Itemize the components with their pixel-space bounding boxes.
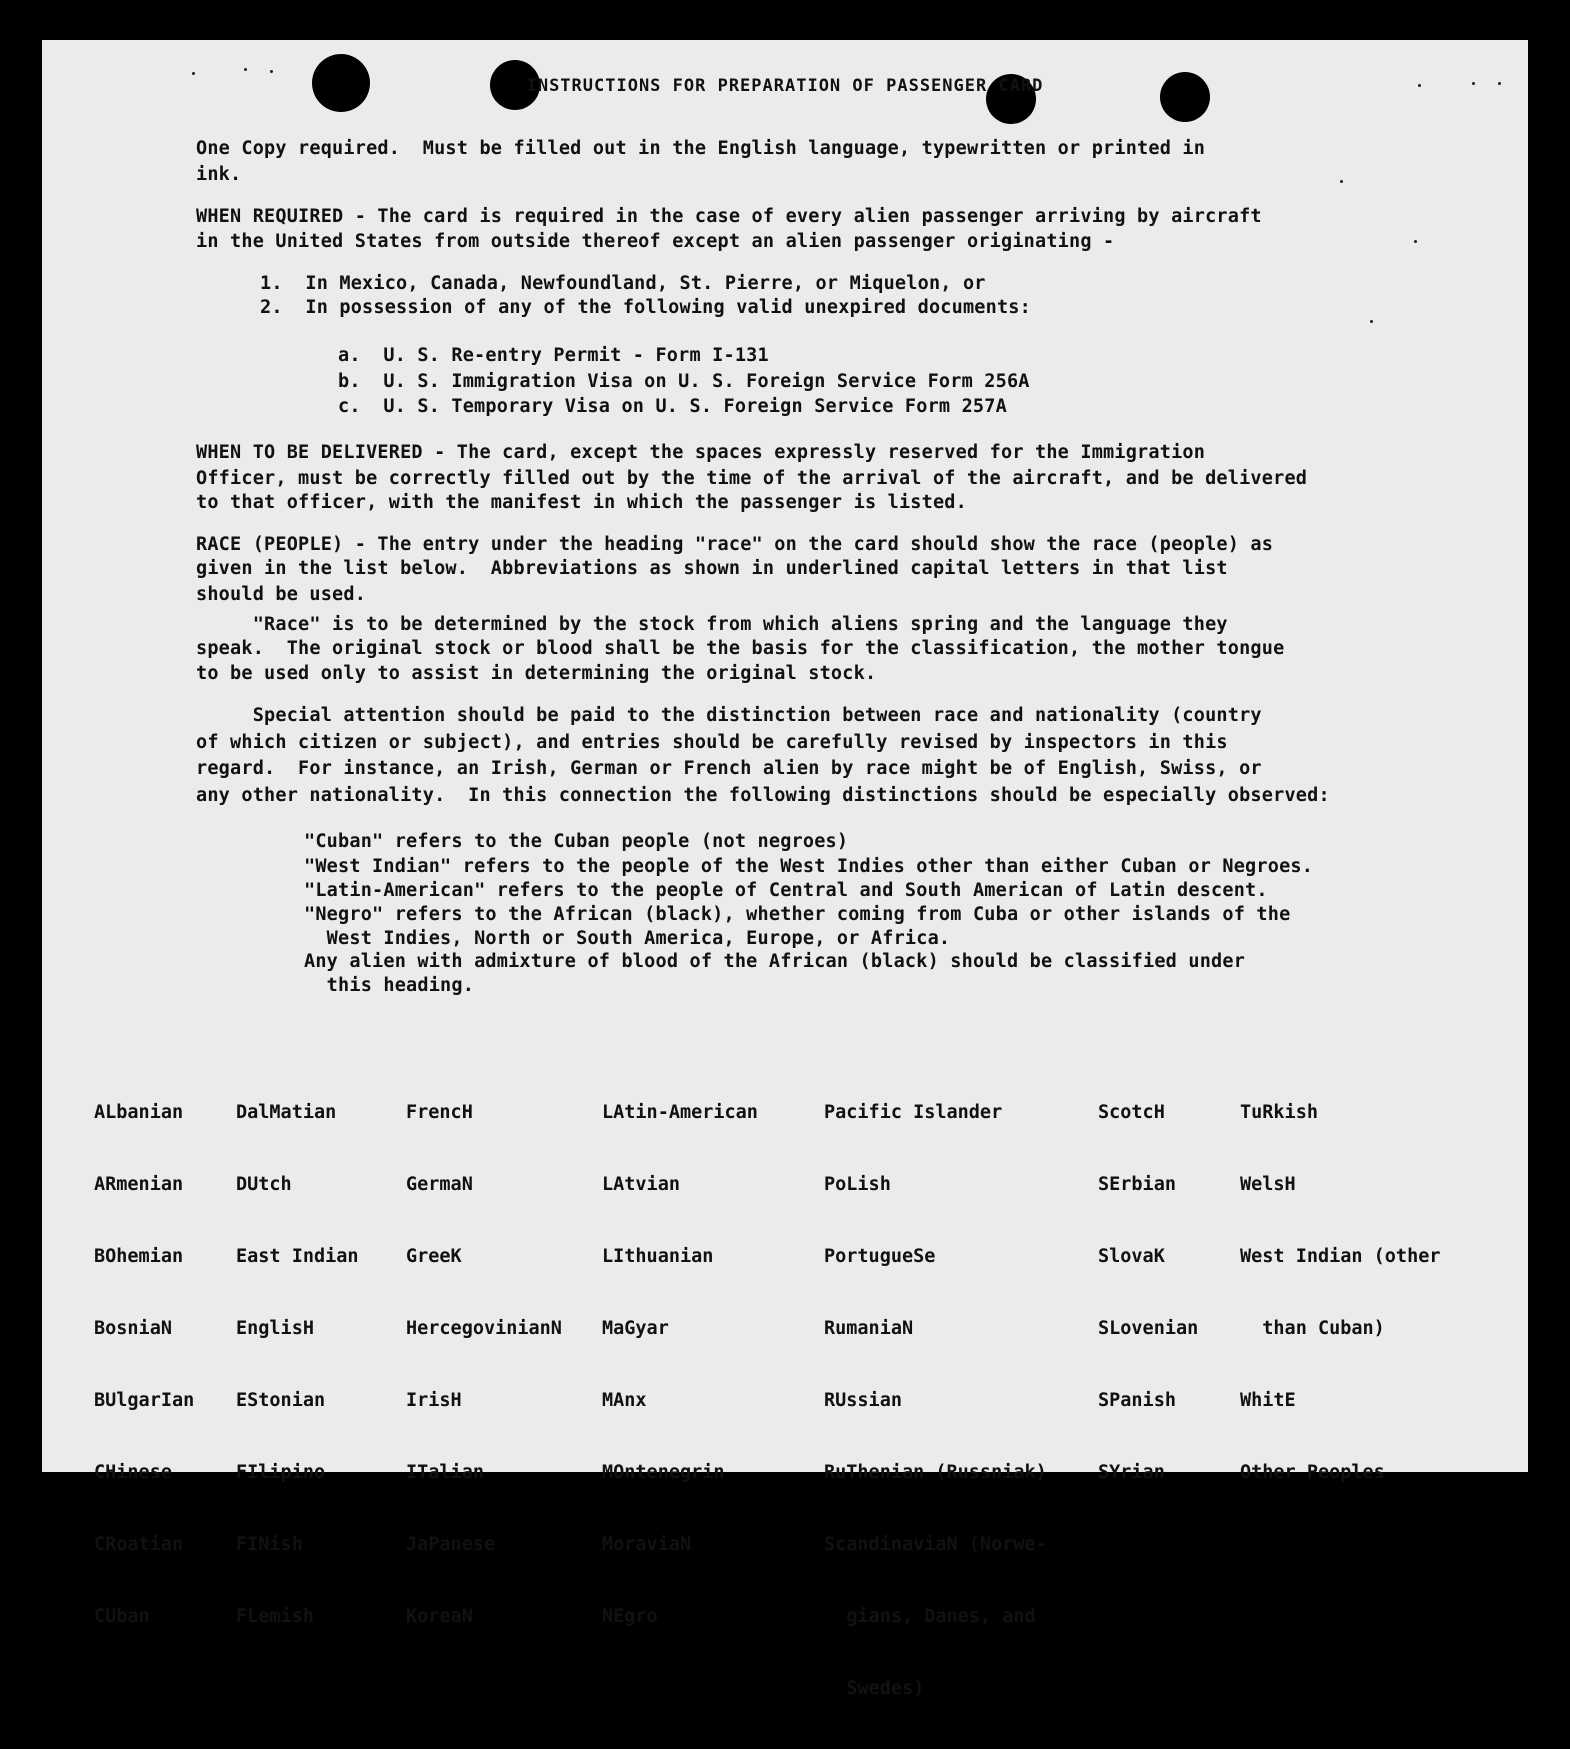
race-line: should be used. (196, 584, 367, 605)
race-entry: CUban (94, 1606, 150, 1627)
race-entry: SLovenian (1098, 1318, 1199, 1339)
race-entry: RuThenian (Russniak) (824, 1462, 1047, 1483)
race-entry: PoLish (824, 1174, 891, 1195)
race-entry: gians, Danes, and (824, 1606, 1036, 1627)
when-required-line: WHEN REQUIRED - The card is required in the case of every alien passenger arriving by aircraft (196, 206, 1262, 227)
distinction-line: West Indies, North or South America, Europe, or Africa. (304, 928, 951, 949)
race-entry: PortugueSe (824, 1246, 936, 1267)
special-attention-line: of which citizen or subject), and entries should be carefully revised by inspectors in this (196, 732, 1228, 753)
distinction-line: "Negro" refers to the African (black), whether coming from Cuba or other islands of the (304, 904, 1291, 925)
race-entry: ARmenian (94, 1174, 184, 1195)
race-entry: SYrian (1098, 1462, 1165, 1483)
race-entry: ALbanian (94, 1102, 184, 1123)
race-column (824, 1053, 1047, 1749)
special-attention-line: Special attention should be paid to the distinction between race and nationality (country (196, 705, 1262, 726)
race-entry: Pacific Islander (824, 1102, 1003, 1123)
when-delivered-line: WHEN TO BE DELIVERED - The card, except the spaces expressly reserved for the Immigration (196, 442, 1206, 463)
race-entry: EStonian (236, 1390, 326, 1411)
race-entry: RUssian (824, 1390, 902, 1411)
race-entry: KoreaN (406, 1606, 473, 1627)
distinction-line: "West Indian" refers to the people of the West Indies other than either Cuban or Negroes. (304, 856, 1314, 877)
special-attention-line: regard. For instance, an Irish, German or French alien by race might be of English, Swiss, or (196, 758, 1262, 779)
intro-line: ink. (196, 164, 242, 185)
race-entry: EnglisH (236, 1318, 314, 1339)
speck (1370, 320, 1373, 323)
race-entry: SlovaK (1098, 1246, 1165, 1267)
race-entry: IrisH (406, 1390, 462, 1411)
race-definition-line: speak. The original stock or blood shall be the basis for the classification, the mother tongue (196, 638, 1285, 659)
race-entry: SErbian (1098, 1174, 1176, 1195)
distinction-line: Any alien with admixture of blood of the African (black) should be classified under (304, 951, 1246, 972)
lettered-item: c. U. S. Temporary Visa on U. S. Foreign Service Form 257A (338, 396, 1007, 417)
distinction-line: "Latin-American" refers to the people of Central and South American of Latin descent. (304, 880, 1268, 901)
when-required-line: in the United States from outside thereof except an alien passenger originating - (196, 231, 1115, 252)
race-entry: FLemish (236, 1606, 314, 1627)
lettered-item: b. U. S. Immigration Visa on U. S. Foreign Service Form 256A (338, 371, 1030, 392)
race-column (1098, 1053, 1198, 1533)
race-column (602, 1053, 758, 1677)
race-entry: CRoatian (94, 1534, 184, 1555)
distinction-line: "Cuban" refers to the Cuban people (not negroes) (304, 831, 849, 852)
race-entry: LAtvian (602, 1174, 680, 1195)
race-entry: FrencH (406, 1102, 473, 1123)
race-entry: MOntenegrin (602, 1462, 725, 1483)
race-entry: FINish (236, 1534, 303, 1555)
race-entry: TuRkish (1240, 1102, 1318, 1123)
race-entry: WelsH (1240, 1174, 1296, 1195)
race-line: given in the list below. Abbreviations as shown in underlined capital letters in that list (196, 558, 1228, 579)
when-delivered-line: to that officer, with the manifest in which the passenger is listed. (196, 492, 967, 513)
race-entry: ITalian (406, 1462, 484, 1483)
when-delivered-line: Officer, must be correctly filled out by the time of the arrival of the aircraft, and be delivered (196, 468, 1308, 489)
race-entry: than Cuban) (1240, 1318, 1385, 1339)
speck (1340, 180, 1343, 183)
document-title: INSTRUCTIONS FOR PREPARATION OF PASSENGER CARD (526, 76, 1044, 96)
race-entry: DalMatian (236, 1102, 337, 1123)
race-entry: BOhemian (94, 1246, 184, 1267)
race-entry: Other Peoples (1240, 1462, 1385, 1483)
race-entry: NEgro (602, 1606, 658, 1627)
intro-line: One Copy required. Must be filled out in the English language, typewritten or printed in (196, 138, 1206, 159)
race-column (406, 1053, 562, 1677)
race-entry: Swedes) (824, 1678, 925, 1699)
race-definition-line: to be used only to assist in determining the original stock. (196, 663, 877, 684)
race-entry: FIlipino (236, 1462, 326, 1483)
speck (1414, 240, 1417, 243)
race-entry: HercegovinianN (406, 1318, 562, 1339)
race-entry: MAnx (602, 1390, 647, 1411)
race-entry: RumaniaN (824, 1318, 914, 1339)
race-entry: LIthuanian (602, 1246, 714, 1267)
race-entry: MoraviaN (602, 1534, 692, 1555)
speck (244, 68, 247, 71)
special-attention-line: any other nationality. In this connection the following distinctions should be especially observed: (196, 785, 1330, 806)
race-entry: ScotcH (1098, 1102, 1165, 1123)
race-entry: DUtch (236, 1174, 292, 1195)
race-entry: ScandinaviaN (Norwe- (824, 1534, 1047, 1555)
race-entry: BosniaN (94, 1318, 172, 1339)
document-page (42, 40, 1528, 1699)
distinction-line: this heading. (304, 975, 475, 996)
race-entry: JaPanese (406, 1534, 496, 1555)
race-entry: LAtin-American (602, 1102, 758, 1123)
race-definition-line: "Race" is to be determined by the stock from which aliens spring and the language they (196, 614, 1228, 635)
race-entry: BUlgarIan (94, 1390, 195, 1411)
race-column (236, 1053, 359, 1677)
speck (270, 70, 273, 73)
numbered-item: 1. In Mexico, Canada, Newfoundland, St. Pierre, or Miquelon, or (260, 273, 986, 294)
race-entry: GreeK (406, 1246, 462, 1267)
race-entry: CHinese (94, 1462, 172, 1483)
race-entry: SPanish (1098, 1390, 1176, 1411)
lettered-item: a. U. S. Re-entry Permit - Form I-131 (338, 345, 769, 366)
race-entry: WhitE (1240, 1390, 1296, 1411)
race-column (1240, 1053, 1440, 1533)
race-column (94, 1053, 194, 1677)
race-entry: GermaN (406, 1174, 473, 1195)
numbered-item: 2. In possession of any of the following valid unexpired documents: (260, 297, 1031, 318)
race-line: RACE (PEOPLE) - The entry under the heading "race" on the card should show the race (people) as (196, 534, 1274, 555)
race-entry: West Indian (other (1240, 1246, 1441, 1267)
race-entry: East Indian (236, 1246, 359, 1267)
race-entry: MaGyar (602, 1318, 669, 1339)
speck (192, 72, 195, 75)
